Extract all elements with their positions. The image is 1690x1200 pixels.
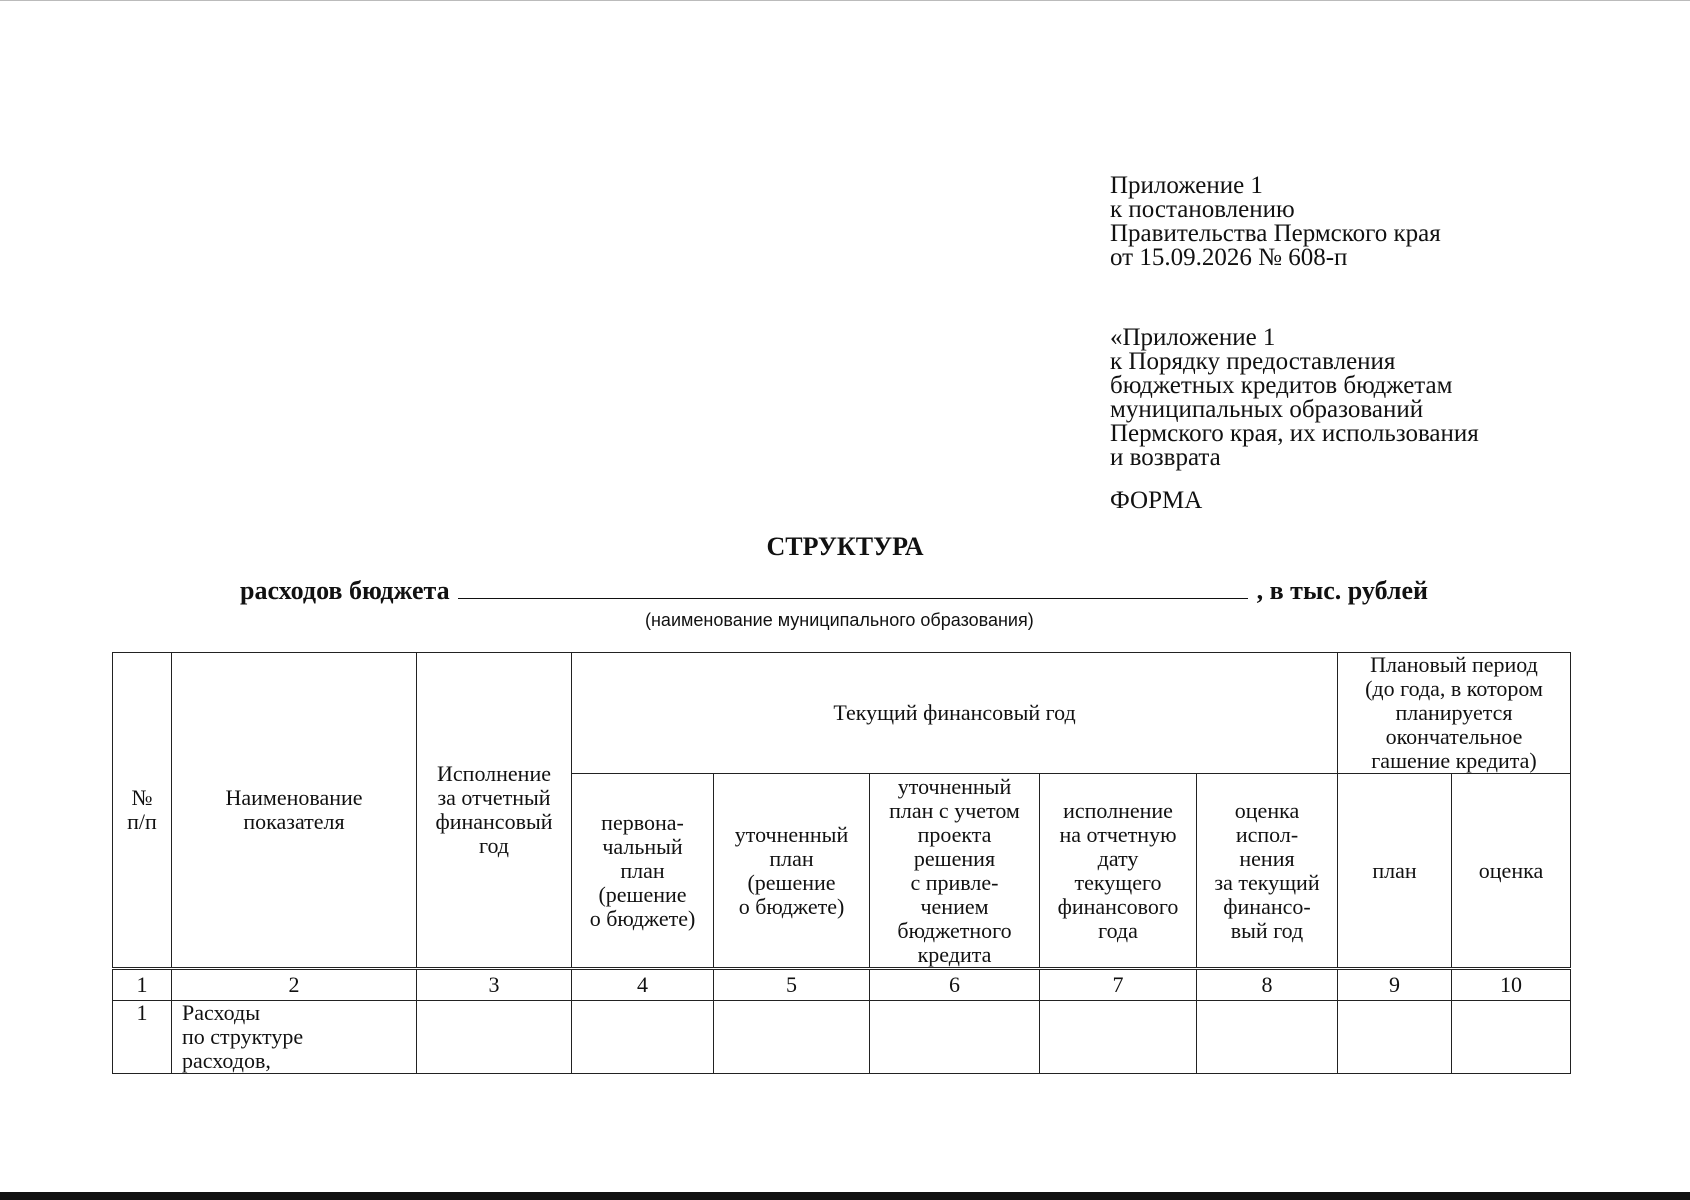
subheader-execution-to-date: исполнение на отчетную дату текущего финансового года bbox=[1040, 774, 1197, 969]
subtitle-prefix: расходов бюджета bbox=[240, 576, 450, 605]
subheader-revised-plan: уточненный план (решение о бюджете) bbox=[714, 774, 870, 969]
order-line: и возврата bbox=[1110, 444, 1221, 471]
page-edge-bottom bbox=[0, 1192, 1690, 1200]
order-line: «Приложение 1 bbox=[1110, 324, 1276, 351]
row-number-cell: 1 bbox=[113, 1001, 172, 1074]
appendix-line: Приложение 1 bbox=[1110, 172, 1263, 199]
column-number-cell: 5 bbox=[714, 969, 870, 1001]
appendix-line: Правительства Пермского края bbox=[1110, 220, 1441, 247]
empty-cell bbox=[1197, 1001, 1338, 1074]
group-header-current-year: Текущий финансовый год bbox=[572, 653, 1338, 774]
subheader-plan: план bbox=[1338, 774, 1452, 969]
column-number-cell: 8 bbox=[1197, 969, 1338, 1001]
column-number-cell: 4 bbox=[572, 969, 714, 1001]
order-line: бюджетных кредитов бюджетам bbox=[1110, 372, 1453, 399]
table-row bbox=[113, 1001, 1571, 1074]
empty-cell bbox=[870, 1001, 1040, 1074]
column-number-cell: 9 bbox=[1338, 969, 1452, 1001]
order-line: к Порядку предоставления bbox=[1110, 348, 1396, 375]
column-number-cell: 7 bbox=[1040, 969, 1197, 1001]
subheader-initial-plan: первона- чальный план (решение о бюджете) bbox=[572, 774, 714, 969]
col-header-execution: Исполнение за отчетный финансовый год bbox=[417, 653, 572, 969]
subheader-execution-estimate: оценка испол- нения за текущий финансо- вый год bbox=[1197, 774, 1338, 969]
empty-cell bbox=[1040, 1001, 1197, 1074]
column-number-cell: 1 bbox=[113, 969, 172, 1001]
empty-cell bbox=[572, 1001, 714, 1074]
column-number-cell: 10 bbox=[1452, 969, 1571, 1001]
order-line: Пермского края, их использования bbox=[1110, 420, 1479, 447]
order-line: муниципальных образований bbox=[1110, 396, 1424, 423]
empty-cell bbox=[417, 1001, 572, 1074]
blank-line-caption: (наименование муниципального образования) bbox=[645, 610, 1034, 630]
empty-cell bbox=[1338, 1001, 1452, 1074]
subheader-revised-plan-with-credit: уточненный план с учетом проекта решения с привле- чением бюджетного кредита bbox=[870, 774, 1040, 969]
municipality-blank-line bbox=[458, 576, 1248, 599]
column-number-cell: 3 bbox=[417, 969, 572, 1001]
document-subtitle bbox=[240, 576, 1428, 606]
row-name-cell: Расходы по структуре расходов, bbox=[172, 1001, 417, 1074]
expenditure-structure-table bbox=[112, 652, 1571, 1074]
subtitle-suffix: , в тыс. рублей bbox=[1256, 576, 1429, 605]
empty-cell bbox=[1452, 1001, 1571, 1074]
column-number-cell: 6 bbox=[870, 969, 1040, 1001]
appendix-header bbox=[1110, 174, 1479, 470]
forma-label: ФОРМА bbox=[1110, 487, 1203, 514]
col-header-name: Наименование показателя bbox=[172, 653, 417, 969]
appendix-line: к постановлению bbox=[1110, 196, 1295, 223]
column-number-cell: 2 bbox=[172, 969, 417, 1001]
page-edge-top bbox=[0, 0, 1690, 1]
subheader-estimate: оценка bbox=[1452, 774, 1571, 969]
group-header-plan-period: Плановый период (до года, в котором планируется окончательное гашение кредита) bbox=[1338, 653, 1571, 774]
col-header-number: № п/п bbox=[113, 653, 172, 969]
appendix-line: от 15.09.2026 № 608-п bbox=[1110, 244, 1348, 271]
document-title: СТРУКТУРА bbox=[766, 532, 924, 561]
empty-cell bbox=[714, 1001, 870, 1074]
